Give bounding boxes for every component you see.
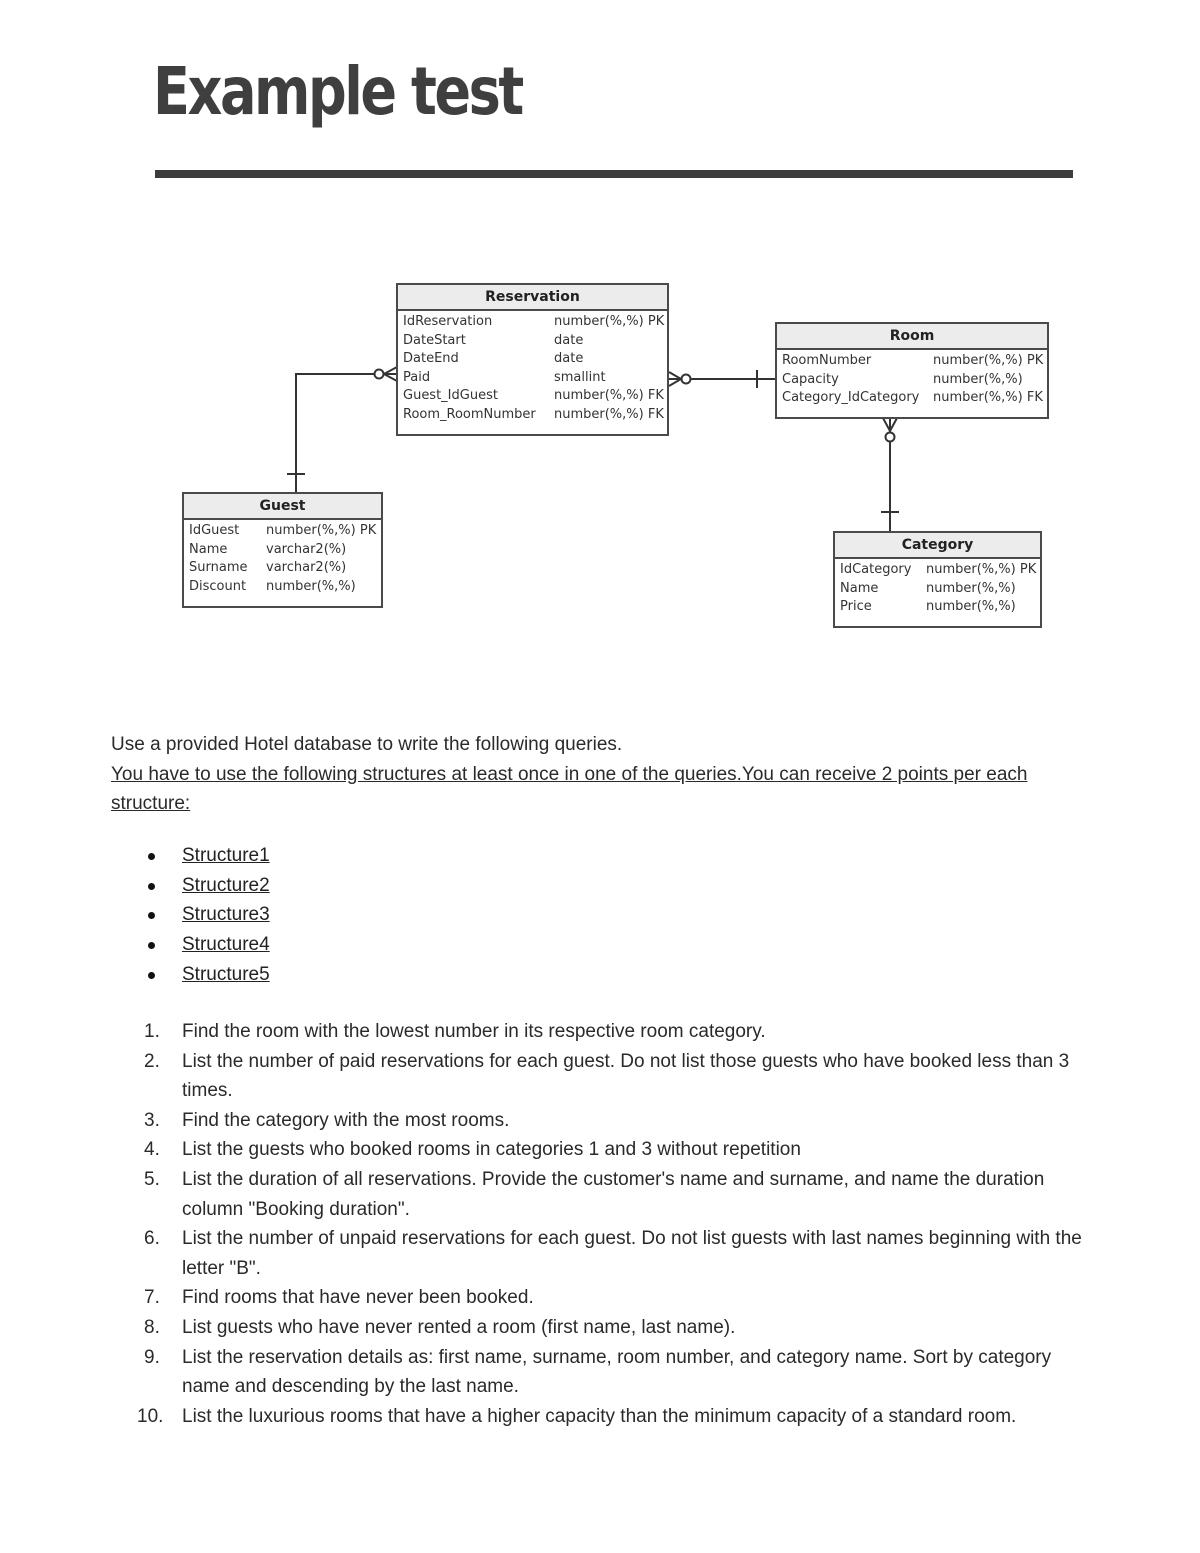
bullet-icon: [148, 853, 155, 860]
attribute-type: varchar2(%): [266, 560, 347, 575]
attribute-type: smallint: [554, 369, 606, 385]
task-number: 9.: [144, 1346, 160, 1368]
er-diagram: [0, 0, 1200, 700]
attribute-row: [782, 389, 1042, 408]
attribute-row: [840, 561, 1035, 580]
attribute-name: IdReservation: [403, 314, 493, 329]
attribute-name: Surname: [189, 560, 248, 575]
task-item: [111, 1017, 1086, 1047]
bullet-icon: [148, 942, 155, 949]
room-category-zero-mark: [886, 433, 895, 442]
attribute-name: Room_RoomNumber: [403, 406, 536, 422]
task-item: [111, 1135, 1086, 1165]
attribute-type: number(%,%) PK: [926, 562, 1037, 577]
entity-guest-title: Guest: [184, 494, 381, 520]
reservation-guest-line: [296, 374, 397, 493]
task-item: [111, 1047, 1086, 1106]
attribute-name: DateStart: [403, 332, 466, 348]
entity-room-title: Room: [777, 324, 1047, 350]
attribute-row: [403, 387, 662, 406]
task-item: [111, 1283, 1086, 1313]
task-number: 1.: [144, 1021, 160, 1042]
task-number: 4.: [144, 1139, 160, 1161]
attribute-name: Capacity: [782, 371, 839, 387]
attribute-name: Category_IdCategory: [782, 390, 920, 405]
instructions-line: Use a provided Hotel database to write the following queries.: [111, 734, 623, 755]
reservation-guest-zero-mark: [375, 370, 384, 379]
task-number: 2.: [144, 1050, 160, 1072]
attribute-row: [189, 578, 376, 597]
attribute-row: [782, 352, 1042, 371]
entity-guest: [182, 492, 383, 608]
task-list: [111, 1017, 1086, 1431]
attribute-name: IdGuest: [189, 523, 240, 538]
structure-link[interactable]: Structure4: [182, 934, 270, 956]
task-item: [111, 1402, 1086, 1432]
bullet-icon: [148, 883, 155, 890]
attribute-row: [403, 332, 662, 351]
attribute-name: Name: [189, 541, 228, 557]
room-category-crowfoot-b: [890, 418, 897, 431]
entity-reservation: [396, 283, 669, 436]
bullet-icon: [148, 912, 155, 919]
task-item: [111, 1343, 1086, 1402]
attribute-name: Paid: [403, 369, 431, 385]
structure-link[interactable]: Structure5: [182, 963, 270, 985]
task-item: [111, 1106, 1086, 1136]
task-text: List the number of paid reservations for each guest. Do not list those guests who have booked less than 3 times.: [182, 1050, 1070, 1102]
task-text: List the number of unpaid reservations for each guest. Do not list guests with last names beginning with the letter "B".: [182, 1228, 1082, 1279]
attribute-row: [189, 559, 376, 578]
attribute-type: number(%,%) FK: [554, 388, 664, 403]
attribute-type: number(%,%) FK: [554, 406, 664, 422]
task-text: List the duration of all reservations. Provide the customer's name and surname, and name the duration column "Booking duration".: [182, 1168, 1045, 1220]
structure-link[interactable]: Structure2: [182, 874, 270, 896]
attribute-name: DateEnd: [403, 351, 459, 366]
entity-category: [833, 531, 1042, 628]
attribute-type: number(%,%): [266, 578, 356, 594]
task-text: Find the room with the lowest number in its respective room category.: [182, 1021, 766, 1042]
attribute-type: number(%,%): [926, 580, 1016, 596]
attribute-name: Guest_IdGuest: [403, 388, 498, 403]
entity-reservation-title: Reservation: [398, 285, 667, 311]
list-item: [111, 960, 270, 990]
attribute-row: [840, 598, 1035, 617]
task-item: [111, 1224, 1086, 1283]
task-number: 8.: [144, 1316, 160, 1338]
attribute-row: [782, 371, 1042, 390]
attribute-type: number(%,%): [933, 371, 1023, 387]
entity-category-title: Category: [835, 533, 1040, 559]
structures-requirement: You have to use the following structures at least once in one of the queries.You can receive 2 points per each structure:: [111, 763, 1028, 814]
task-text: Find rooms that have never been booked.: [182, 1287, 534, 1309]
task-text: Find the category with the most rooms.: [182, 1109, 510, 1131]
attribute-name: Name: [840, 580, 879, 596]
attribute-row: [840, 580, 1035, 599]
attribute-type: number(%,%) PK: [933, 353, 1044, 368]
entity-room: [775, 322, 1049, 419]
attribute-type: date: [554, 351, 584, 366]
attribute-row: [403, 369, 662, 388]
attribute-row: [189, 522, 376, 541]
attribute-row: [403, 313, 665, 332]
task-number: 5.: [144, 1168, 160, 1190]
list-item: [111, 871, 270, 901]
attribute-type: number(%,%) PK: [554, 314, 665, 329]
attribute-row: [189, 541, 376, 560]
attribute-name: RoomNumber: [782, 353, 872, 368]
page-title: Example test: [153, 53, 522, 130]
attribute-row: [403, 350, 662, 369]
task-item: [111, 1313, 1086, 1343]
reservation-room-zero-mark: [682, 375, 691, 384]
task-item: [111, 1165, 1086, 1224]
task-text: List the reservation details as: first name, surname, room number, and category name. Sort by category name and descending by the last name.: [182, 1346, 1052, 1398]
list-item: [111, 900, 270, 930]
attribute-type: number(%,%) PK: [266, 523, 377, 538]
reservation-room-crowfoot-a: [669, 372, 681, 379]
structure-link[interactable]: Structure3: [182, 904, 270, 926]
task-number: 6.: [144, 1228, 160, 1250]
bullet-icon: [148, 972, 155, 979]
task-number: 7.: [144, 1287, 160, 1309]
attribute-type: varchar2(%): [266, 541, 347, 557]
attribute-name: Price: [840, 599, 872, 614]
task-number: 10.: [137, 1405, 164, 1427]
reservation-room-crowfoot-b: [669, 379, 681, 386]
structures-list: [111, 841, 270, 990]
attribute-name: IdCategory: [840, 562, 912, 577]
task-text: List the luxurious rooms that have a higher capacity than the minimum capacity of a standard room.: [182, 1405, 1017, 1427]
list-item: [111, 930, 270, 960]
instructions: [111, 730, 1101, 819]
attribute-name: Discount: [189, 578, 247, 594]
attribute-row: [403, 406, 662, 425]
attribute-type: date: [554, 332, 584, 348]
structure-link[interactable]: Structure1: [182, 845, 270, 866]
attribute-type: number(%,%) FK: [933, 390, 1043, 405]
room-category-crowfoot-a: [883, 418, 890, 431]
list-item: [111, 841, 270, 871]
task-number: 3.: [144, 1109, 160, 1131]
task-text: List guests who have never rented a room (first name, last name).: [182, 1316, 736, 1338]
attribute-type: number(%,%): [926, 599, 1016, 614]
task-text: List the guests who booked rooms in categories 1 and 3 without repetition: [182, 1139, 801, 1161]
